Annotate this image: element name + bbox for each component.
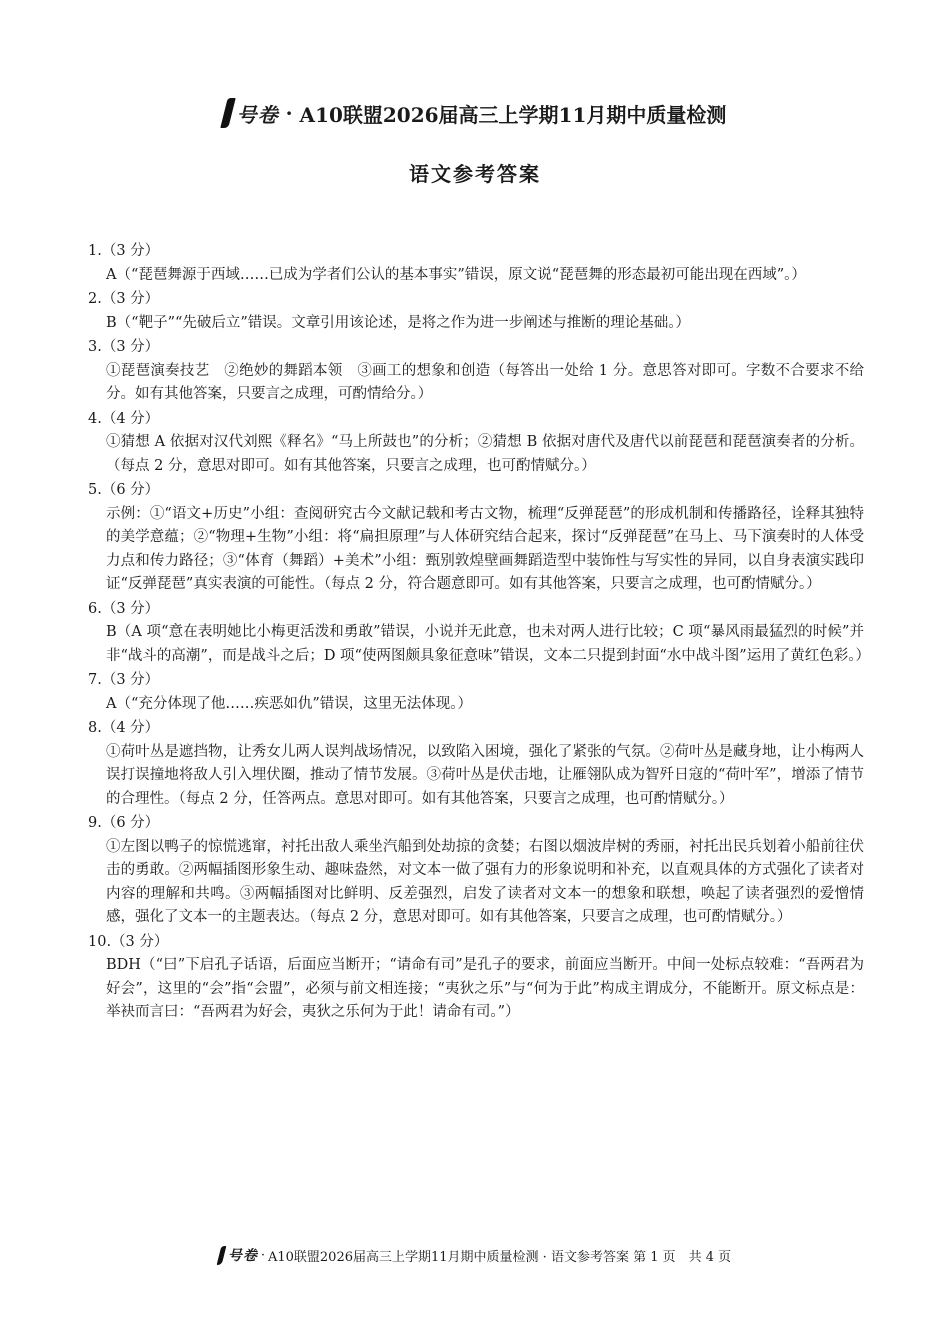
page-header bbox=[0, 98, 950, 132]
footer-logo-text: 号卷 bbox=[227, 1248, 258, 1264]
question-item bbox=[88, 598, 870, 669]
question-item bbox=[88, 717, 864, 811]
question-answer: ①左图以鸭子的惊慌逃窜，衬托出敌人乘坐汽船到处劫掠的贪婪；右图以烟波岸树的秀丽，衬托出民兵划着小船前往伏击的勇敢。②两幅插图形象生动、趣味盎然，对文本一做了强有力的形象说明和补充，以直观具体的方式强化了读者对内容的理解和共鸣。③两幅插图对比鲜明、反差强烈，启发了读者对文本一的想象和联想，唤起了读者强烈的爱憎情感，强化了文本一的主题表达。（每点 2 分，意思对即可。如有其他答案，只要言之成理，也可酌情赋分。） bbox=[106, 838, 864, 925]
page-subtitle: 语文参考答案 bbox=[409, 162, 541, 186]
question-number: 5.（6 分） bbox=[88, 482, 160, 498]
page-title: A10联盟2026届高三上学期11月期中质量检测 bbox=[299, 102, 727, 127]
question-number: 2.（3 分） bbox=[88, 291, 160, 307]
question-number: 7.（3 分） bbox=[88, 672, 160, 688]
footer-separator: · bbox=[260, 1247, 265, 1263]
question-answer: ①琵琶演奏技艺 ②绝妙的舞蹈本领 ③画工的想象和创造（每答出一处给 1 分。意思答对即可。字数不合要求不给分。如有其他答案，只要言之成理，可酌情给分。） bbox=[106, 362, 864, 402]
question-answer: 示例：①“语文+历史”小组：查阅研究古今文献记载和考古文物，梳理“反弹琵琶”的形成机制和传播路径，诠释其独特的美学意蕴；②“物理+生物”小组：将“扁担原理”与人体研究结合起来，探讨“反弹琵琶”在马上、马下演奏时的人体受力点和传力路径；③“体育（舞蹈）+美术”小组：甄别敦煌壁画舞蹈造型中装饰性与写实性的异同，以自身表演实践印证“反弹琵琶”真实表演的可能性。（每点 2 分，符合题意即可。如有其他答案，只要言之成理，也可酌情赋分。） bbox=[106, 505, 864, 592]
question-item bbox=[88, 931, 864, 1025]
question-item bbox=[88, 812, 864, 930]
question-item bbox=[88, 288, 864, 335]
title-separator: · bbox=[285, 101, 293, 125]
brand-logo-text: 号卷 bbox=[236, 102, 279, 127]
question-answer: ①荷叶丛是遮挡物，让秀女儿两人误判战场情况，以致陷入困境，强化了紧张的气氛。②荷叶丛是藏身地，让小梅两人误打误撞地将敌人引入埋伏圈，推动了情节发展。③荷叶丛是伏击地，让雁翎队成为智歼日寇的“荷叶军”，增添了情节的合理性。（每点 2 分，任答两点。意思对即可。如有其他答案，只要言之成理，也可酌情赋分。） bbox=[106, 743, 864, 807]
footer-logo-mark-icon bbox=[216, 1246, 226, 1265]
question-answer: BDH（“曰”下启孔子话语，后面应当断开；“请命有司”是孔子的要求，前面应当断开。中间一处标点较难：“吾两君为好会”，这里的“会”指“会盟”，必须与前文相连接；“夷狄之乐”与“何为于此”构成主谓成分，不能断开。原文标点是：举袂而言曰：“吾两君为好会，夷狄之乐何为于此！请命有司。”） bbox=[106, 957, 864, 1020]
question-number: 8.（4 分） bbox=[88, 720, 160, 736]
question-answer: ①猜想 A 依据对汉代刘熙《释名》“马上所鼓也”的分析；②猜想 B 依据对唐代及唐代以前琵琶和琵琶演奏者的分析。（每点 2 分，意思对即可。如有其他答案，只要言之成理，也可酌情赋分。） bbox=[106, 434, 864, 474]
question-item bbox=[88, 240, 864, 287]
question-item bbox=[88, 479, 864, 597]
answer-list bbox=[88, 240, 870, 1026]
page-footer bbox=[0, 1245, 950, 1269]
question-number: 6.（3 分） bbox=[88, 600, 160, 617]
question-item bbox=[88, 408, 864, 479]
brand-logo-mark-icon bbox=[220, 98, 235, 128]
footer-logo bbox=[219, 1245, 258, 1265]
title-row bbox=[224, 98, 727, 128]
question-number: 10.（3 分） bbox=[88, 933, 169, 950]
brand-logo bbox=[224, 98, 279, 128]
question-answer: A（“充分体现了他……疾恶如仇”错误，这里无法体现。） bbox=[106, 695, 473, 712]
footer-row bbox=[219, 1245, 731, 1265]
question-item bbox=[88, 336, 864, 407]
question-number: 3.（3 分） bbox=[88, 339, 160, 355]
question-item bbox=[88, 669, 864, 716]
question-answer: B（“靶子”“先破后立”错误。文章引用该论述，是将之作为进一步阐述与推断的理论基础。） bbox=[106, 314, 691, 331]
question-number: 1.（3 分） bbox=[88, 243, 160, 259]
footer-text: A10联盟2026届高三上学期11月期中质量检测 · 语文参考答案 第 1 页 共 4 页 bbox=[267, 1249, 732, 1265]
question-number: 9.（6 分） bbox=[88, 815, 160, 831]
question-answer: B（A 项“意在表明她比小梅更活泼和勇敢”错误，小说并无此意，也未对两人进行比较；C 项“暴风雨最猛烈的时候”并非“战斗的高潮”，而是战斗之后；D 项“使两图颇具象征意味”错误，文本二只提到封面“水中战斗图”运用了黄红色彩。） bbox=[106, 624, 870, 664]
question-number: 4.（4 分） bbox=[88, 410, 160, 427]
question-answer: A（“琵琶舞源于西域……已成为学者们公认的基本事实”错误，原文说“琵琶舞的形态最初可能出现在西域”。） bbox=[106, 266, 806, 283]
